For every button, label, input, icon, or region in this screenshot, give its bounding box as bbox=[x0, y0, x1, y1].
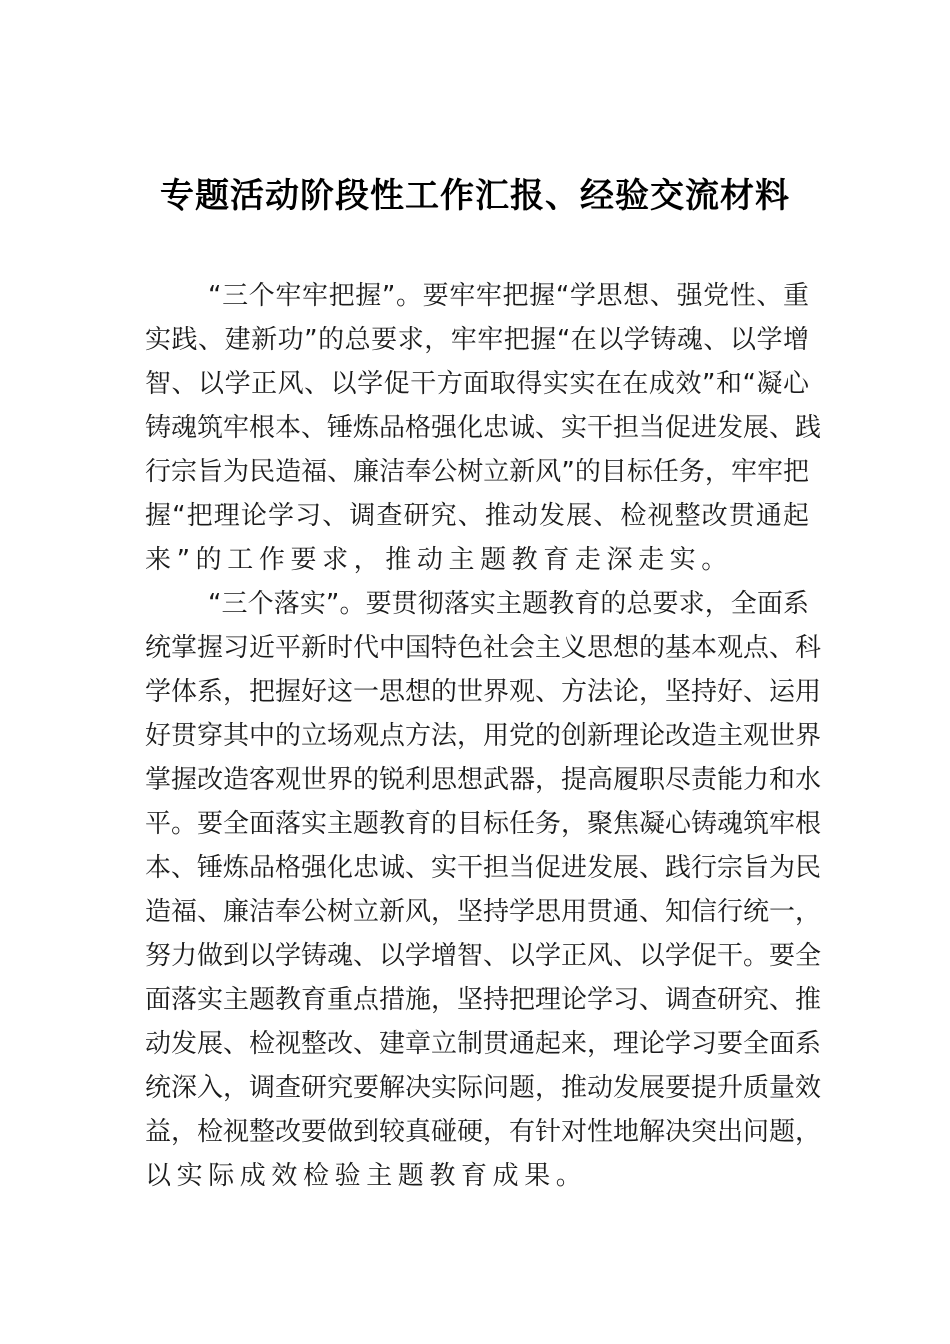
paragraph-line: 统深入，调查研究要解决实际问题，推动发展要提升质量效 bbox=[145, 1073, 822, 1103]
paragraph-line: 平。要全面落实主题教育的目标任务，聚焦凝心铸魂筑牢根 bbox=[145, 809, 822, 839]
paragraph-line: 以实际成效检验主题教育成果。 bbox=[145, 1161, 588, 1191]
paragraph-line: 面落实主题教育重点措施，坚持把理论学习、调查研究、推 bbox=[145, 985, 822, 1015]
paragraph-line: 好贯穿其中的立场观点方法，用党的创新理论改造主观世界 bbox=[145, 721, 822, 751]
paragraph-line: 统掌握习近平新时代中国特色社会主义思想的基本观点、科 bbox=[145, 633, 822, 663]
paragraph-line: 握“把理论学习、调查研究、推动发展、检视整改贯通起 bbox=[145, 501, 809, 531]
document-body bbox=[145, 274, 822, 1198]
paragraph-line: 铸魂筑牢根本、锤炼品格强化忠诚、实干担当促进发展、践 bbox=[145, 413, 822, 443]
paragraph-line: 努力做到以学铸魂、以学增智、以学正风、以学促干。要全 bbox=[145, 941, 822, 971]
paragraph bbox=[145, 582, 822, 1198]
paragraph-line: 掌握改造客观世界的锐利思想武器，提高履职尽责能力和水 bbox=[145, 765, 822, 795]
paragraph-line: “三个落实”。要贯彻落实主题教育的总要求，全面系 bbox=[208, 589, 809, 619]
paragraph-line: 智、以学正风、以学促干方面取得实实在在成效”和“凝心 bbox=[145, 369, 809, 399]
paragraph-line: 学体系，把握好这一思想的世界观、方法论，坚持好、运用 bbox=[145, 677, 822, 707]
document-title: 专题活动阶段性工作汇报、经验交流材料 bbox=[160, 176, 790, 216]
paragraph-line: 动发展、检视整改、建章立制贯通起来，理论学习要全面系 bbox=[145, 1029, 822, 1059]
paragraph-line: “三个牢牢把握”。要牢牢把握“学思想、强党性、重 bbox=[208, 281, 809, 311]
paragraph-line: 造福、廉洁奉公树立新风，坚持学思用贯通、知信行统一， bbox=[145, 897, 822, 927]
paragraph-line: 本、锤炼品格强化忠诚、实干担当促进发展、践行宗旨为民 bbox=[145, 853, 822, 883]
paragraph-line: 益，检视整改要做到较真碰硬，有针对性地解决突出问题， bbox=[145, 1117, 822, 1147]
paragraph-line: 来”的工作要求，推动主题教育走深走实。 bbox=[145, 545, 733, 575]
paragraph-line: 行宗旨为民造福、廉洁奉公树立新风”的目标任务，牢牢把 bbox=[145, 457, 809, 487]
paragraph-line: 实践、建新功”的总要求，牢牢把握“在以学铸魂、以学增 bbox=[145, 325, 809, 355]
paragraph bbox=[145, 274, 822, 582]
